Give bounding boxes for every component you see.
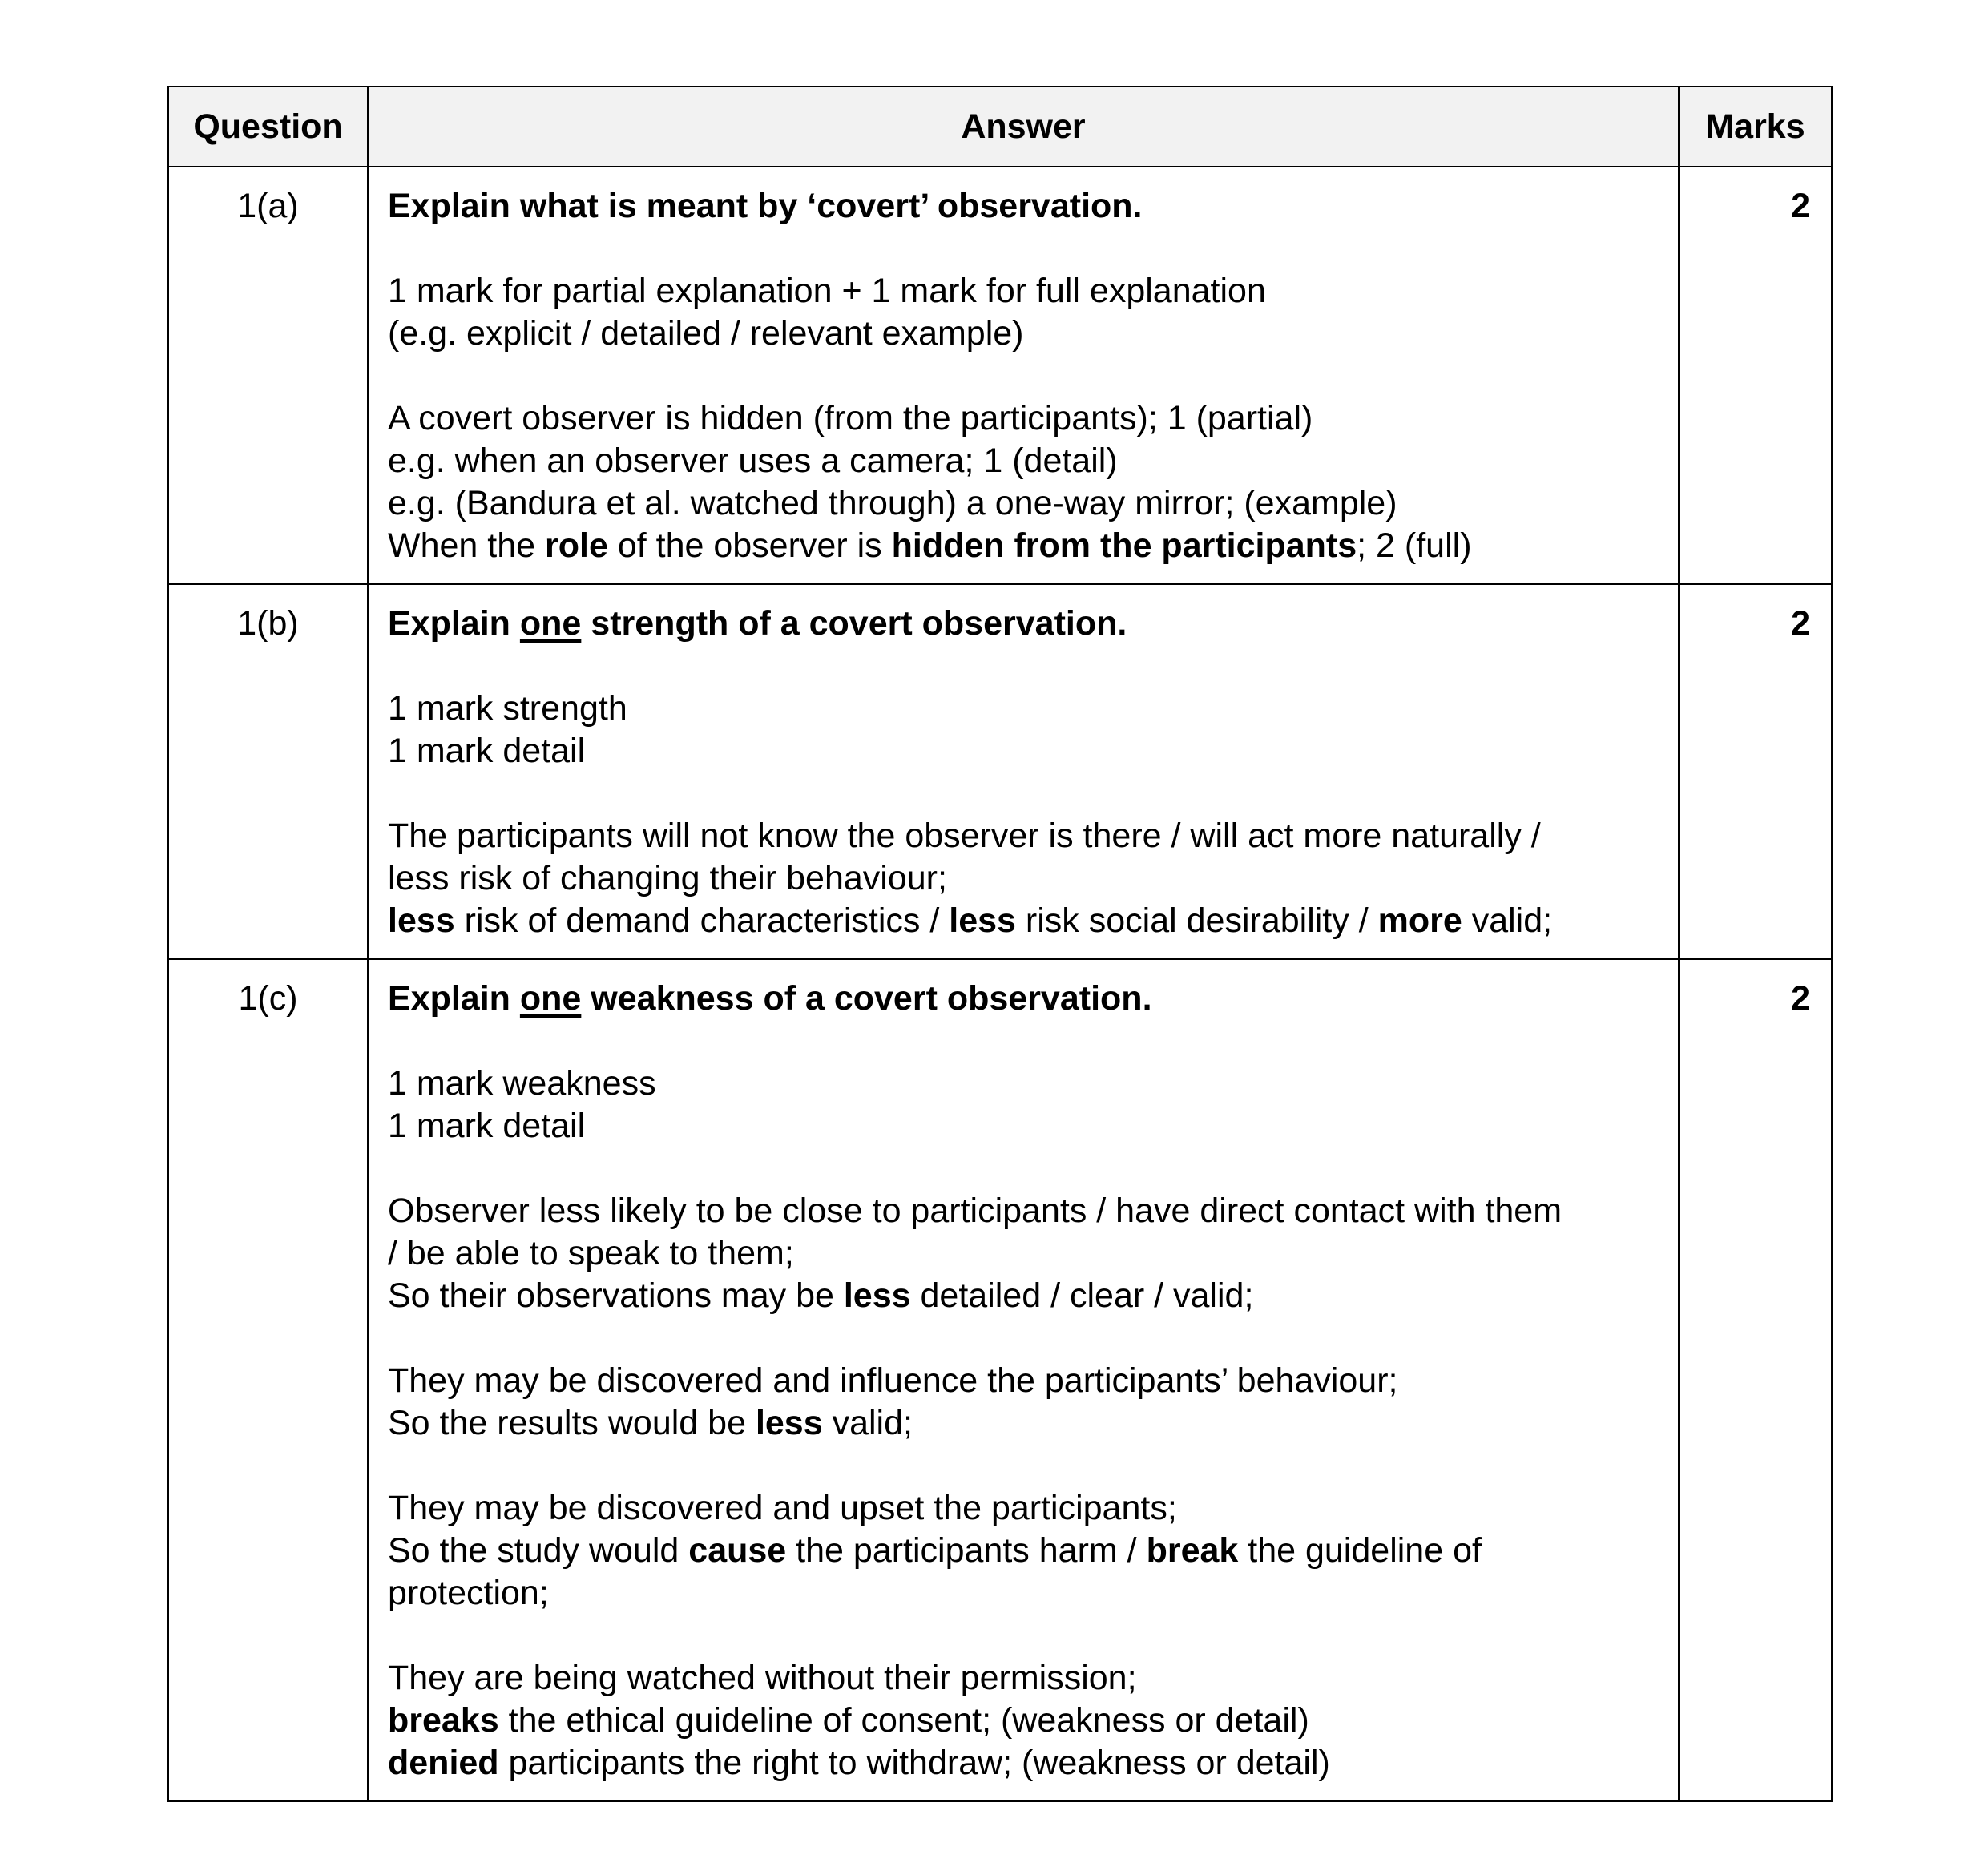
bold-keyword: breaks xyxy=(388,1701,499,1740)
answer-points xyxy=(388,397,1659,567)
answer-cell xyxy=(368,584,1679,959)
mark-rule-line: 1 mark strength xyxy=(388,689,627,728)
text-segment: valid; xyxy=(822,1404,913,1442)
bold-keyword: more xyxy=(1377,901,1462,940)
mark-rule-line: (e.g. explicit / detailed / relevant example) xyxy=(388,314,1024,353)
answer-cell xyxy=(368,167,1679,584)
answer-point xyxy=(388,1402,1659,1445)
answer-point: The participants will not know the observer is there / will act more naturally / xyxy=(388,817,1541,855)
answer-point: A covert observer is hidden (from the participants); 1 (partial) xyxy=(388,399,1313,438)
text-segment: Explain xyxy=(388,979,520,1018)
text-segment: valid; xyxy=(1462,901,1553,940)
underlined-keyword: one xyxy=(519,604,582,643)
marks-column-header: Marks xyxy=(1679,87,1832,167)
bold-keyword: less xyxy=(949,901,1016,940)
mark-rule-line: 1 mark detail xyxy=(388,732,586,770)
text-segment: Explain xyxy=(388,604,520,643)
answer-point xyxy=(388,1530,1659,1572)
question-prompt xyxy=(388,978,1659,1020)
mark-rules xyxy=(388,270,1659,355)
mark-rule-line: 1 mark weakness xyxy=(388,1064,656,1103)
question-column-header: Question xyxy=(168,87,368,167)
bold-keyword: less xyxy=(388,901,455,940)
bold-keyword: less xyxy=(843,1276,911,1315)
mark-scheme-table xyxy=(167,86,1833,1802)
text-segment: the ethical guideline of consent; (weakness or detail) xyxy=(498,1701,1309,1740)
question-number: 1(a) xyxy=(168,167,368,584)
answer-point xyxy=(388,1275,1659,1317)
table-row-1a xyxy=(168,167,1832,584)
text-segment: strength of a covert observation. xyxy=(581,604,1127,643)
answer-points xyxy=(388,815,1659,942)
answer-cell xyxy=(368,959,1679,1801)
answer-group-4 xyxy=(388,1657,1659,1784)
question-prompt: Explain what is meant by ‘covert’ observation. xyxy=(388,187,1143,225)
bold-keyword: role xyxy=(545,526,608,565)
bold-keyword: hidden from the participants xyxy=(891,526,1357,565)
text-segment: So the study would xyxy=(388,1531,689,1570)
answer-point: They may be discovered and upset the participants; xyxy=(388,1489,1177,1527)
answer-point: less risk of changing their behaviour; xyxy=(388,859,947,897)
marks-value: 2 xyxy=(1679,167,1832,584)
table-row-1c xyxy=(168,959,1832,1801)
answer-group-3 xyxy=(388,1487,1659,1615)
mark-rule-line: 1 mark detail xyxy=(388,1107,586,1145)
answer-point-full xyxy=(388,525,1659,567)
mark-rules xyxy=(388,688,1659,772)
bold-keyword: break xyxy=(1146,1531,1239,1570)
table-row-1b xyxy=(168,584,1832,959)
text-segment: So the results would be xyxy=(388,1404,756,1442)
mark-rules xyxy=(388,1063,1659,1147)
answer-group-1 xyxy=(388,1190,1659,1317)
answer-point: They may be discovered and influence the participants’ behaviour; xyxy=(388,1361,1398,1400)
text-segment: the participants harm / xyxy=(786,1531,1147,1570)
text-segment: When the xyxy=(388,526,545,565)
marks-value: 2 xyxy=(1679,584,1832,959)
bold-keyword: denied xyxy=(388,1744,499,1782)
question-prompt xyxy=(388,603,1659,645)
marks-value: 2 xyxy=(1679,959,1832,1801)
text-segment: weakness of a covert observation. xyxy=(581,979,1152,1018)
question-number: 1(c) xyxy=(168,959,368,1801)
answer-point xyxy=(388,900,1659,942)
header-row xyxy=(168,87,1832,167)
answer-point: e.g. (Bandura et al. watched through) a one-way mirror; (example) xyxy=(388,484,1397,522)
bold-keyword: less xyxy=(755,1404,823,1442)
answer-point xyxy=(388,1700,1659,1742)
text-segment: So their observations may be xyxy=(388,1276,844,1315)
text-segment: ; 2 (full) xyxy=(1357,526,1472,565)
text-segment: detailed / clear / valid; xyxy=(910,1276,1254,1315)
answer-column-header: Answer xyxy=(368,87,1679,167)
text-segment: risk of demand characteristics / xyxy=(454,901,950,940)
question-number: 1(b) xyxy=(168,584,368,959)
text-segment: the guideline of xyxy=(1238,1531,1482,1570)
answer-point: / be able to speak to them; xyxy=(388,1234,794,1272)
mark-rule-line: 1 mark for partial explanation + 1 mark for full explanation xyxy=(388,272,1266,310)
underlined-keyword: one xyxy=(519,979,582,1018)
text-segment: participants the right to withdraw; (weakness or detail) xyxy=(498,1744,1330,1782)
answer-point xyxy=(388,1742,1659,1784)
bold-keyword: cause xyxy=(688,1531,787,1570)
text-segment: of the observer is xyxy=(607,526,892,565)
answer-group-2 xyxy=(388,1360,1659,1445)
answer-point: They are being watched without their permission; xyxy=(388,1659,1137,1697)
answer-point: protection; xyxy=(388,1574,549,1612)
text-segment: risk social desirability / xyxy=(1015,901,1378,940)
answer-point: e.g. when an observer uses a camera; 1 (detail) xyxy=(388,442,1118,480)
answer-point: Observer less likely to be close to participants / have direct contact with them xyxy=(388,1192,1563,1230)
